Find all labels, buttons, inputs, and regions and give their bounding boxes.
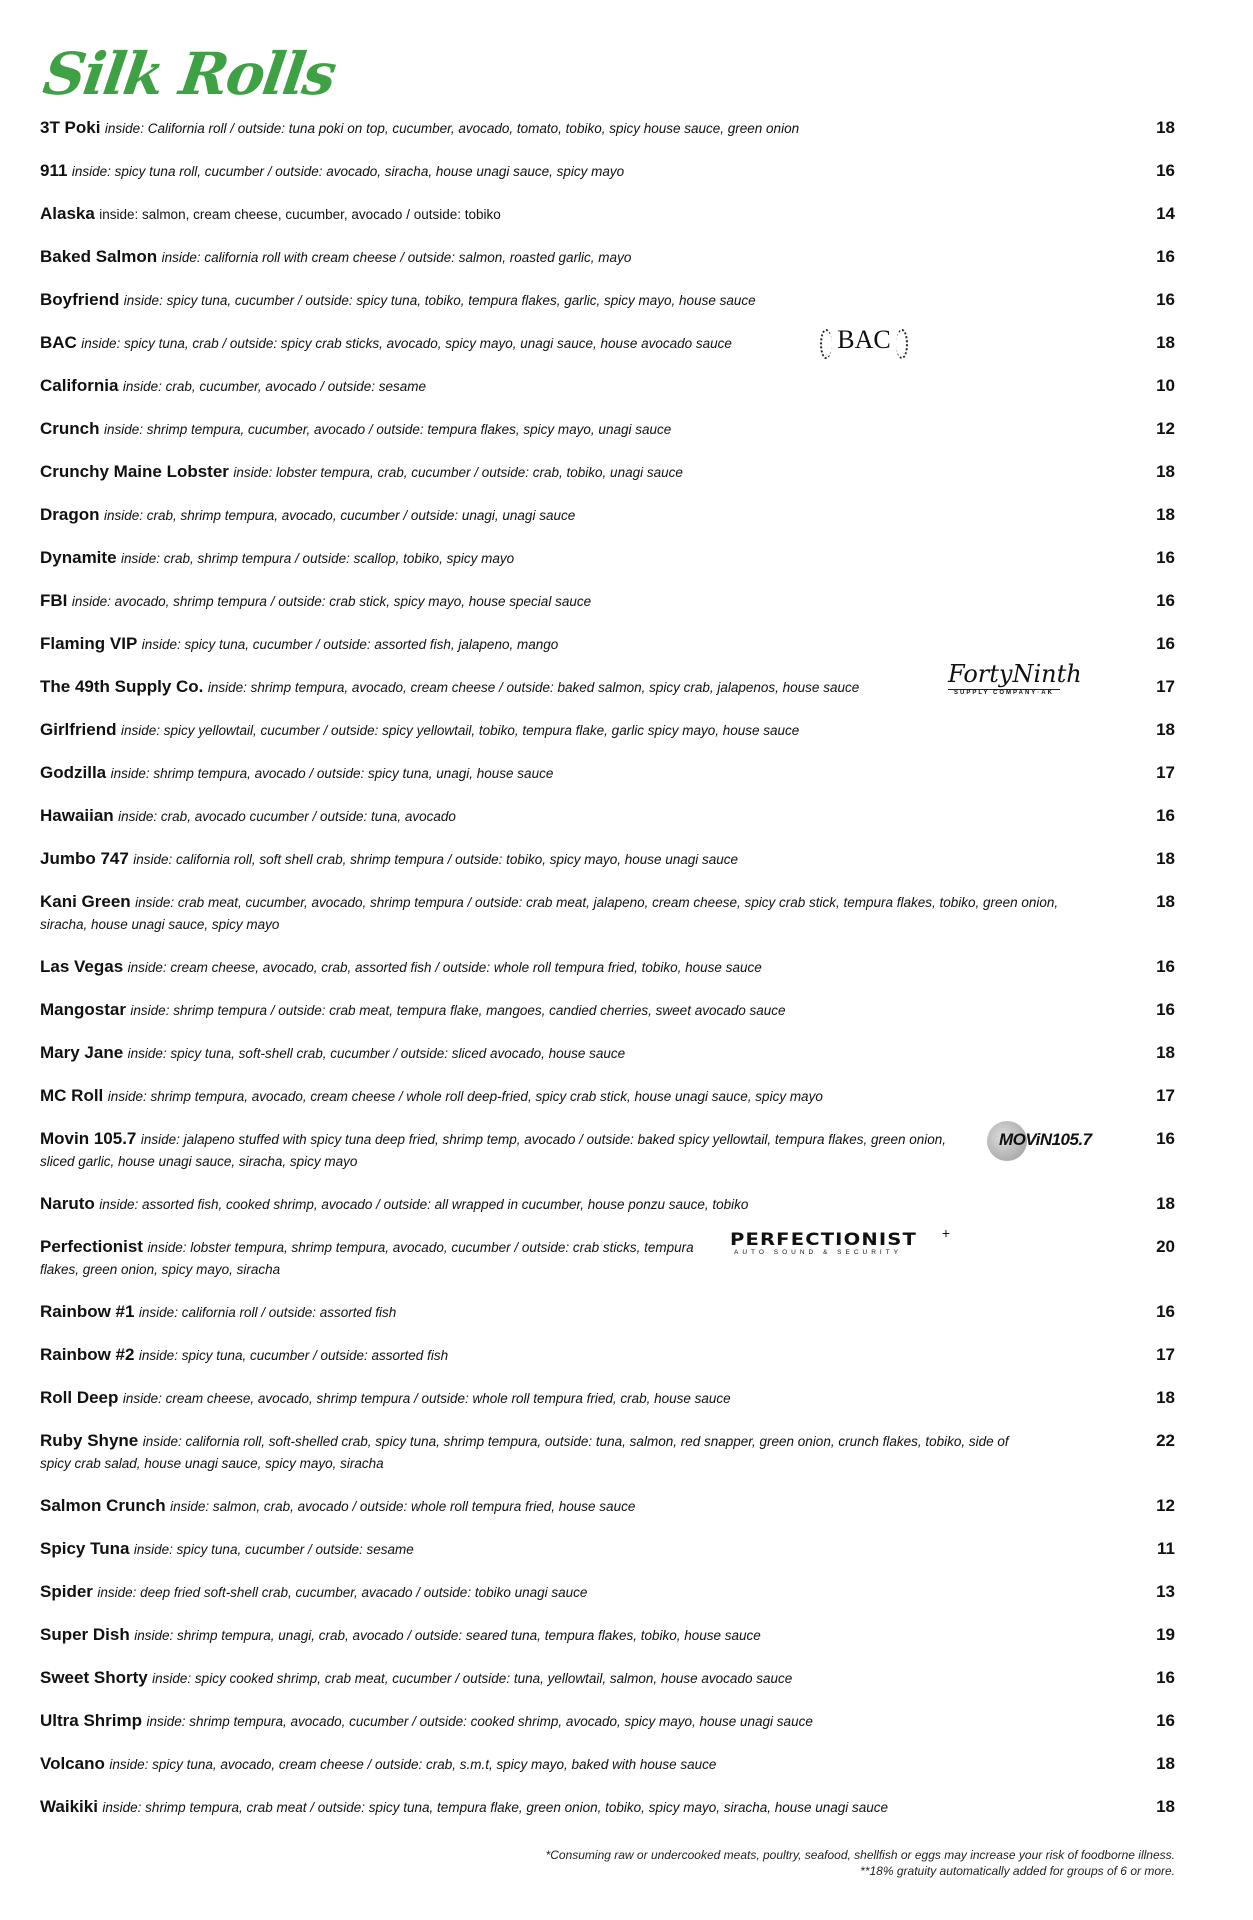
menu-item-description: inside: avocado, shrimp tempura / outside: crab stick, spicy mayo, house special sauce [71,594,592,609]
menu-item-price: 16 [1156,247,1175,266]
menu-item-name: Flaming VIP [40,634,138,653]
forty-ninth-logo-text: FortyNinth [948,660,1082,688]
menu-item [40,460,1175,503]
menu-item-text [40,503,1080,527]
menu-item-price: 16 [1156,957,1175,976]
menu-item-text [40,1666,1080,1690]
menu-item-price: 12 [1156,419,1175,438]
raw-food-disclaimer: *Consuming raw or undercooked meats, poultry, seafood, shellfish or eggs may increase your risk of foodborne illness. [545,1848,1175,1862]
menu-item-price: 18 [1156,462,1175,481]
forty-ninth-supply-logo [948,659,1082,705]
menu-item-price: 20 [1156,1237,1175,1256]
menu-item-text [40,116,1080,140]
perfectionist-logo [730,1225,950,1261]
menu-item [40,374,1175,417]
menu-item-name: FBI [40,591,68,610]
menu-item-name: Crunchy Maine Lobster [40,462,229,481]
menu-item-price: 16 [1156,591,1175,610]
menu-item-price: 16 [1156,1711,1175,1730]
menu-item [40,1343,1175,1386]
menu-item-name: Volcano [40,1754,105,1773]
menu-item-name: Kani Green [40,892,131,911]
menu-item-price: 16 [1156,1129,1175,1148]
sparkle-icon: + [941,1225,950,1241]
menu-item-name: Perfectionist [40,1237,143,1256]
menu-item-name: Super Dish [40,1625,130,1644]
menu-item-description: inside: crab meat, cucumber, avocado, shrimp tempura / outside: crab meat, jalapeno, cream cheese, spicy crab stick, tempura flakes, tobiko, green onion, siracha, house unagi sauce, spicy mayo [40,895,1059,932]
menu-item [40,1666,1175,1709]
menu-item-name: Jumbo 747 [40,849,129,868]
menu-item [40,1494,1175,1537]
menu-item-name: Naruto [40,1194,95,1213]
menu-item [40,1623,1175,1666]
menu-title: Silk Rolls [39,40,339,108]
menu-item-description: inside: shrimp tempura, unagi, crab, avocado / outside: seared tuna, tempura flakes, tobiko, house sauce [134,1628,761,1643]
menu-item [40,288,1175,331]
menu-item-price: 22 [1156,1431,1175,1450]
menu-item-name: Las Vegas [40,957,124,976]
menu-item-text [40,890,1080,936]
menu-item-price: 18 [1156,849,1175,868]
menu-item-text [40,1494,1080,1518]
menu-item-text [40,1580,1080,1604]
menu-item-text [40,1623,1080,1647]
menu-item-text [40,245,1080,269]
menu-item [40,847,1175,890]
menu-item-text [40,998,1080,1022]
menu-item [40,1537,1175,1580]
menu-item-name: Salmon Crunch [40,1496,166,1515]
forty-ninth-logo-sub: SUPPLY COMPANY·AK [954,690,1054,696]
menu-item-description: inside: cream cheese, avocado, crab, assorted fish / outside: whole roll tempura fried, tobiko, house sauce [127,960,762,975]
menu-item-name: BAC [40,333,77,352]
menu-item-name: Rainbow #1 [40,1302,135,1321]
menu-item-description: inside: spicy tuna roll, cucumber / outside: avocado, siracha, house unagi sauce, spicy mayo [71,164,625,179]
movin-radio-logo [987,1121,1097,1161]
menu-item-text [40,417,1080,441]
menu-item-text [40,1795,1080,1819]
menu-item-price: 16 [1156,806,1175,825]
menu-item-name: Baked Salmon [40,247,158,266]
menu-item-text [40,288,1080,312]
menu-item-price: 13 [1156,1582,1175,1601]
menu-item [40,998,1175,1041]
menu-item-description: inside: lobster tempura, shrimp tempura, avocado, cucumber / outside: crab sticks, tempura flakes, green onion, spicy mayo, siracha [40,1240,694,1277]
menu-item-text [40,331,1080,355]
menu-item-name: Alaska [40,204,95,223]
menu-item-description: inside: california roll with cream cheese / outside: salmon, roasted garlic, mayo [161,250,632,265]
menu-item-text [40,847,1080,871]
perfectionist-logo-text: PERFECTIONIST [730,1230,918,1250]
menu-item-name: Mary Jane [40,1043,124,1062]
menu-item-description: inside: assorted fish, cooked shrimp, avocado / outside: all wrapped in cucumber, house ponzu sauce, tobiko [99,1197,749,1212]
menu-item-text [40,589,1080,613]
menu-item-description: inside: california roll / outside: assorted fish [138,1305,397,1320]
menu-item-description: inside: shrimp tempura, cucumber, avocado / outside: tempura flakes, spicy mayo, unagi sauce [103,422,672,437]
menu-item-price: 17 [1156,763,1175,782]
menu-item [40,417,1175,460]
menu-item-price: 16 [1156,290,1175,309]
menu-item-text [40,460,1080,484]
menu-item [40,955,1175,998]
menu-item-name: MC Roll [40,1086,104,1105]
menu-item-description: inside: spicy tuna, crab / outside: spicy crab sticks, avocado, spicy mayo, unagi sauce, house avocado sauce [81,336,732,351]
menu-item-name: Girlfriend [40,720,117,739]
menu-item-description: inside: California roll / outside: tuna poki on top, cucumber, avocado, tomato, tobiko, spicy house sauce, green onion [104,121,800,136]
menu-item-name: The 49th Supply Co. [40,677,204,696]
menu-item-text [40,546,1080,570]
menu-item-name: Godzilla [40,763,107,782]
menu-item-description: inside: deep fried soft-shell crab, cucumber, avacado / outside: tobiko unagi sauce [97,1585,588,1600]
perfectionist-logo-sub: AUTO SOUND & SECURITY [734,1249,903,1256]
menu-item [40,1752,1175,1795]
menu-item-price: 17 [1156,1086,1175,1105]
menu-item-price: 18 [1156,1754,1175,1773]
menu-item-text [40,1752,1080,1776]
menu-item-name: Waikiki [40,1797,98,1816]
menu-item [40,761,1175,804]
menu-item-description: inside: salmon, cream cheese, cucumber, avocado / outside: tobiko [99,207,501,222]
menu-item-description: inside: spicy tuna, avocado, cream cheese / outside: crab, s.m.t, spicy mayo, baked with house sauce [109,1757,717,1772]
menu-item [40,804,1175,847]
menu-item-description: inside: spicy tuna, soft-shell crab, cucumber / outside: sliced avocado, house sauce [127,1046,626,1061]
menu-item-price: 18 [1156,1043,1175,1062]
menu-item-name: 3T Poki [40,118,101,137]
menu-item-text [40,1235,700,1281]
menu-item [40,1429,1175,1494]
menu-item [40,116,1175,159]
menu-item-text [40,1127,960,1173]
menu-item-text [40,1041,1080,1065]
menu-item-name: Dragon [40,505,100,524]
menu-item [40,1795,1175,1838]
menu-item-price: 18 [1156,720,1175,739]
menu-item-description: inside: lobster tempura, crab, cucumber / outside: crab, tobiko, unagi sauce [233,465,683,480]
menu-item [40,159,1175,202]
menu-item [40,1709,1175,1752]
menu-item-description: inside: shrimp tempura, avocado / outside: spicy tuna, unagi, house sauce [110,766,554,781]
menu-item-description: inside: jalapeno stuffed with spicy tuna deep fried, shrimp temp, avocado / outside: baked spicy yellowtail, tempura flakes, green onion, sliced garlic, house unagi sauce, siracha, spicy mayo [40,1132,947,1169]
menu-item-price: 16 [1156,1000,1175,1019]
menu-item-price: 12 [1156,1496,1175,1515]
menu-item-name: Mangostar [40,1000,126,1019]
menu-item-name: Spicy Tuna [40,1539,130,1558]
menu-item-price: 18 [1156,333,1175,352]
menu-item-name: Spider [40,1582,93,1601]
menu-item-name: Crunch [40,419,100,438]
menu-item-description: inside: crab, avocado cucumber / outside: tuna, avocado [118,809,456,824]
menu-item-price: 17 [1156,677,1175,696]
menu-item-text [40,1429,1010,1475]
menu-item-text [40,761,1080,785]
menu-item [40,589,1175,632]
menu-item-name: Dynamite [40,548,117,567]
menu-item-description: inside: shrimp tempura / outside: crab meat, tempura flake, mangoes, candied cherries, sweet avocado sauce [130,1003,786,1018]
menu-item-text [40,202,1080,226]
menu-item-text [40,1386,1080,1410]
menu-item-text [40,1084,1080,1108]
menu-item-price: 18 [1156,1388,1175,1407]
menu-item-name: California [40,376,119,395]
menu-item-description: inside: cream cheese, avocado, shrimp tempura / outside: whole roll tempura fried, crab, house sauce [122,1391,731,1406]
menu-item-text [40,1537,1080,1561]
menu-item [40,1127,1175,1192]
menu-item [40,1580,1175,1623]
movin-logo-text: MOViN105.7 [999,1130,1092,1149]
menu-item-text [40,374,1080,398]
menu-item [40,1192,1175,1235]
menu-item-text [40,1192,1080,1216]
menu-item-description: inside: salmon, crab, avocado / outside: whole roll tempura fried, house sauce [170,1499,636,1514]
menu-item-description: inside: spicy yellowtail, cucumber / outside: spicy yellowtail, tobiko, tempura flake, garlic spicy mayo, house sauce [120,723,800,738]
menu-item-price: 18 [1156,892,1175,911]
menu-item-name: Movin 105.7 [40,1129,137,1148]
menu-item-text [40,1300,1080,1324]
menu-item-description: inside: spicy cooked shrimp, crab meat, cucumber / outside: tuna, yellowtail, salmon, house avocado sauce [152,1671,793,1686]
menu-item-description: inside: spicy tuna, cucumber / outside: sesame [133,1542,414,1557]
menu-item-text [40,159,1080,183]
menu-item-text [40,1709,1080,1733]
menu-item-price: 11 [1157,1539,1175,1558]
menu-item-name: Ultra Shrimp [40,1711,143,1730]
menu-item-price: 16 [1156,548,1175,567]
menu-item-price: 14 [1156,204,1175,223]
menu-item-text [40,1343,1080,1367]
menu-item-name: Ruby Shyne [40,1431,139,1450]
menu-item [40,245,1175,288]
menu-item-price: 10 [1156,376,1175,395]
menu-item-name: Roll Deep [40,1388,119,1407]
menu-item-name: Sweet Shorty [40,1668,148,1687]
menu-item [40,503,1175,546]
roll-list [40,116,1175,1838]
menu-item [40,325,1175,374]
menu-item-description: inside: california roll, soft shell crab, shrimp tempura / outside: tobiko, spicy mayo, house unagi sauce [133,852,739,867]
menu-item-description: inside: shrimp tempura, avocado, cream cheese / whole roll deep-fried, spicy crab stick, house unagi sauce, spicy mayo [107,1089,823,1104]
menu-item-price: 18 [1156,505,1175,524]
menu-item-description: inside: shrimp tempura, avocado, cream cheese / outside: baked salmon, spicy crab, jalapenos, house sauce [207,680,860,695]
menu-item-price: 17 [1156,1345,1175,1364]
menu-item-description: inside: shrimp tempura, crab meat / outside: spicy tuna, tempura flake, green onion, tobiko, spicy mayo, siracha, house unagi sauce [102,1800,889,1815]
menu-item-text [40,632,1080,656]
menu-item-description: inside: spicy tuna, cucumber / outside: spicy tuna, tobiko, tempura flakes, garlic, spicy mayo, house sauce [123,293,756,308]
menu-item [40,1386,1175,1429]
menu-item [40,660,1175,718]
menu-item-text [40,675,1080,699]
menu-item [40,1300,1175,1343]
menu-item-description: inside: california roll, soft-shelled crab, spicy tuna, shrimp tempura, outside: tuna, salmon, red snapper, green onion, crunch flakes, tobiko, side of spicy crab salad, house unagi sauce, spicy mayo, siracha [40,1434,1009,1471]
menu-item-price: 18 [1156,118,1175,137]
menu-item-description: inside: spicy tuna, cucumber / outside: assorted fish [138,1348,449,1363]
menu-item-price: 16 [1156,161,1175,180]
menu-item-description: inside: crab, shrimp tempura / outside: scallop, tobiko, spicy mayo [120,551,515,566]
menu-item-price: 18 [1156,1194,1175,1213]
bac-logo-text: BAC [837,325,891,354]
menu-item [40,1041,1175,1084]
menu-item-name: Hawaiian [40,806,114,825]
menu-item-price: 18 [1156,1797,1175,1816]
menu-item [40,546,1175,589]
menu-item-text [40,955,1080,979]
menu-item [40,202,1175,245]
menu-item-name: Rainbow #2 [40,1345,135,1364]
menu-item [40,890,1175,955]
menu-item-text [40,804,1080,828]
menu-item-description: inside: crab, cucumber, avocado / outside: sesame [122,379,427,394]
menu-item-description: inside: spicy tuna, cucumber / outside: assorted fish, jalapeno, mango [141,637,559,652]
menu-item-text [40,718,1080,742]
menu-item-price: 16 [1156,634,1175,653]
menu-item [40,718,1175,761]
menu-item-price: 19 [1156,1625,1175,1644]
menu-item-name: 911 [40,161,68,180]
gratuity-note: **18% gratuity automatically added for groups of 6 or more. [860,1864,1175,1878]
menu-item-name: Boyfriend [40,290,120,309]
menu-item-price: 16 [1156,1668,1175,1687]
bac-logo [818,325,910,361]
menu-item [40,1225,1175,1300]
menu-item-description: inside: crab, shrimp tempura, avocado, cucumber / outside: unagi, unagi sauce [103,508,576,523]
menu-item-price: 16 [1156,1302,1175,1321]
menu-item-description: inside: shrimp tempura, avocado, cucumber / outside: cooked shrimp, avocado, spicy mayo, house unagi sauce [146,1714,813,1729]
